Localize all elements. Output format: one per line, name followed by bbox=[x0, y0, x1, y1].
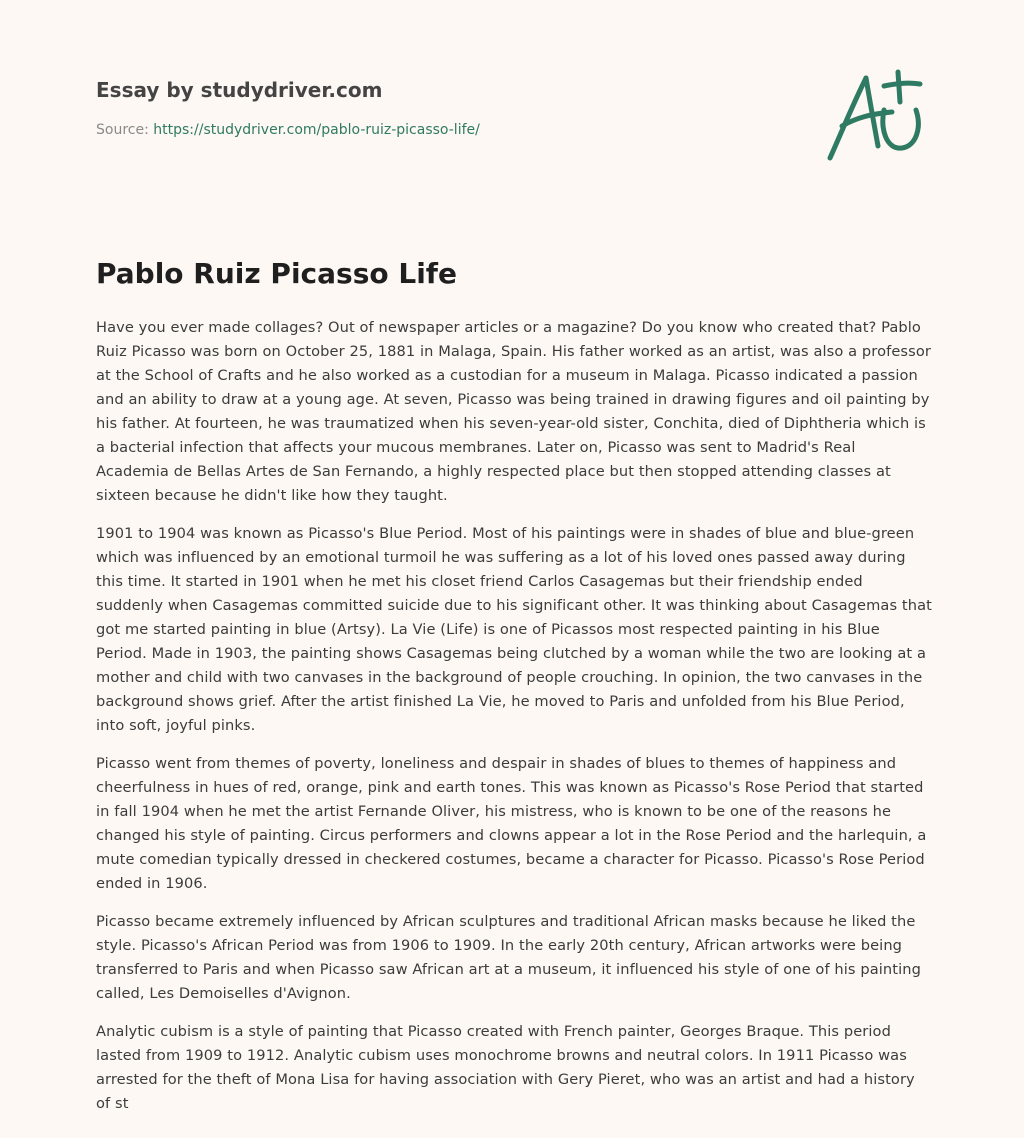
essay-paragraph: Have you ever made collages? Out of newspaper articles or a magazine? Do you know who created that? Pablo Ruiz Picasso was born on October 25, 1881 in Malaga, Spain. His father worked as an artist, was also a professor at the School of Crafts and he also worked as a custodian for a museum in Malaga. Picasso indicated a passion and an ability to draw at a young age. At seven, Picasso was being trained in drawing figures and oil painting by his father. At fourteen, he was traumatized when his seven-year-old sister, Conchita, died of Diphtheria which is a bacterial infection that affects your mucous membranes. Later on, Picasso was sent to Madrid's Real Academia de Bellas Artes de San Fernando, a highly respected place but then stopped attending classes at sixteen because he didn't like how they taught. bbox=[96, 319, 931, 504]
essay-paragraph: Picasso became extremely influenced by African sculptures and traditional African masks because he liked the style. Picasso's African Period was from 1906 to 1909. In the early 20th century, African artworks were being transferred to Paris and when Picasso saw African art at a museum, it influenced his style of one of his painting called, Les Demoiselles d'Avignon. bbox=[96, 913, 921, 1002]
source-line bbox=[96, 120, 796, 140]
source-link[interactable]: https://studydriver.com/pablo-ruiz-picasso-life/ bbox=[153, 122, 480, 138]
essay-paragraph: Picasso went from themes of poverty, loneliness and despair in shades of blues to themes of happiness and cheerfulness in hues of red, orange, pink and earth tones. This was known as Picasso's Rose Period that started in fall 1904 when he met the artist Fernande Oliver, his mistress, who is known to be one of the reasons he changed his style of painting. Circus performers and clowns appear a lot in the Rose Period and the harlequin, a mute comedian typically dressed in checkered costumes, became a character for Picasso. Picasso's Rose Period ended in 1906. bbox=[96, 755, 927, 892]
a-plus-icon bbox=[822, 66, 930, 166]
page-header bbox=[96, 74, 796, 140]
essay-paragraph: 1901 to 1904 was known as Picasso's Blue Period. Most of his paintings were in shades of blue and blue-green which was influenced by an emotional turmoil he was suffering as a lot of his loved ones passed away during this time. It started in 1901 when he met his closet friend Carlos Casagemas but their friendship ended suddenly when Casagemas committed suicide due to his significant other. It was thinking about Casagemas that got me started painting in blue (Artsy). La Vie (Life) is one of Picassos most respected painting in his Blue Period. Made in 1903, the painting shows Casagemas being clutched by a woman while the two are looking at a mother and child with two canvases in the background of people crouching. In opinion, the two canvases in the background shows grief. After the artist finished La Vie, he moved to Paris and unfolded from his Blue Period, into soft, joyful pinks. bbox=[96, 525, 932, 734]
essay-body bbox=[96, 316, 932, 1130]
essay-title: Pablo Ruiz Picasso Life bbox=[96, 257, 457, 290]
site-title: Essay by studydriver.com bbox=[96, 78, 383, 102]
source-label: Source: bbox=[96, 122, 149, 138]
essay-paragraph: Analytic cubism is a style of painting that Picasso created with French painter, Georges Braque. This period lasted from 1909 to 1912. Analytic cubism uses monochrome browns and neutral colors. In 1911 Picasso was arrested for the theft of Mona Lisa for having association with Gery Pieret, who was an artist and had a history of st bbox=[96, 1023, 915, 1112]
